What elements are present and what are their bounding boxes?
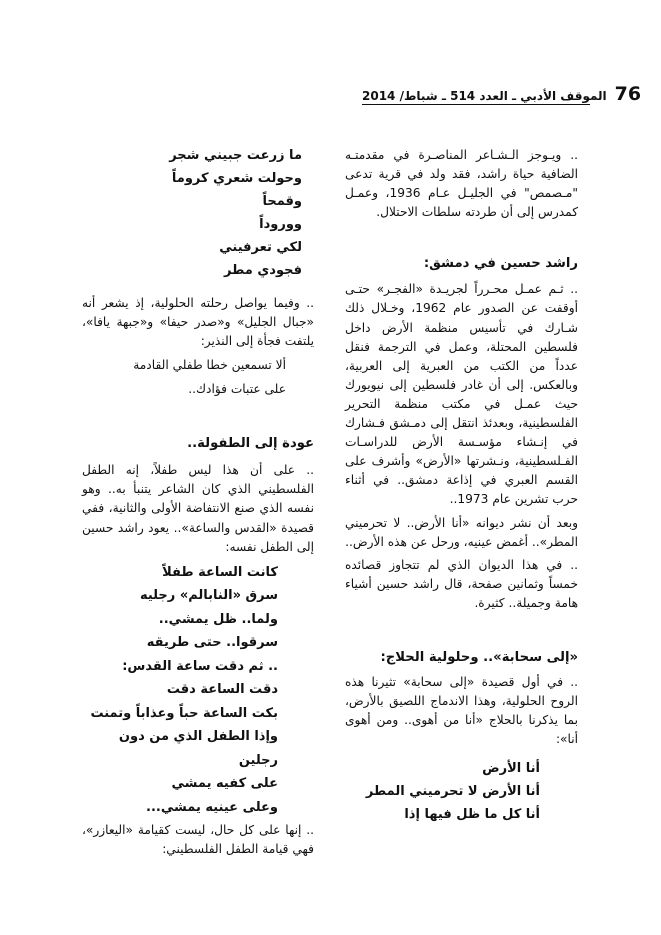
poem-line: كانت الساعة طفلاً — [162, 564, 278, 580]
poem-line: سرقوا.. حتى طريقه — [146, 635, 278, 651]
poem-line: سرق «النابالم» رجليه — [139, 588, 278, 604]
poem-line: لكي تعرفيني — [219, 240, 302, 255]
page-number: 76 — [614, 83, 642, 105]
header-divider — [362, 104, 590, 105]
poem-clock — [82, 561, 314, 820]
poem-line: ما زرعت جبيني شجر — [169, 148, 302, 163]
galilee-paragraph: .. وفيما يواصل رحلته الحلولية، إذ يشعر أنه «جبال الجليل» و«صدر حيفا» و«جبهة يافا»، يلتفت فجأة إلى النذير: — [82, 296, 314, 349]
cloud-paragraph: .. في أول قصيدة «إلى سحابة» تثيرنا هذه الروح الحلولية، وهذا الاندماج اللصيق بالأرض، بما يذكرنا بالحلاج «أنا من أهوى.. ومن أهوى أنا»: — [345, 674, 578, 747]
poem-line: على كفيه يمشي — [171, 776, 278, 792]
poem-line: أنا الأرض لا تحرميني المطر — [365, 784, 540, 800]
childhood-paragraph: .. على أن هذا ليس طفلاً، إنه الطفل الفلسطيني الذي كان الشاعر يتنبأ به.. وهو نفسه الذي صنع الانتفاضة الأولى والثانية، ففي قصيدة «القدس والساعة».. يعود راشد حسين إلى الطفل نفسه: — [82, 463, 314, 554]
poem-rain — [82, 144, 314, 282]
poem-line: دقت الساعة دقت — [166, 682, 278, 698]
closing-paragraph: .. إنها على كل حال، ليست كقيامة «اليعازر»، فهي قيامة الطفل الفلسطيني: — [82, 823, 314, 857]
heading-cloud: «إلى سحابة».. وحلولية الحلاج: — [380, 649, 578, 665]
poem-line: أنا كل ما ظل فيها إذا — [404, 807, 540, 823]
poem-earth — [345, 757, 578, 826]
journal-issue-info: الموقف الأدبي ـ العدد 514 ـ شباط/ 2014 — [362, 89, 607, 103]
heading-childhood: عودة إلى الطفولة.. — [187, 436, 314, 452]
poem-line: على عتبات فؤادك.. — [188, 382, 286, 397]
collection-paragraph: .. في هذا الديوان الذي لم تتجاوز قصائده خمساً وثمانين صفحة، قال راشد حسين أشياء هامة وجميلة.. كثيرة. — [345, 557, 578, 610]
poem-line: وإذا الطفل الذي من دون رجلين — [118, 729, 278, 768]
poem-line: أنا الأرض — [482, 761, 540, 777]
left-column — [82, 144, 314, 859]
poem-line: بكت الساعة حباً وعذاباً وتمنت — [90, 705, 278, 721]
poem-line: وعلى عينيه يمشي... — [146, 799, 278, 815]
poem-line: وحولت شعري كروماً — [171, 171, 302, 186]
poem-line: وقمحاً — [262, 194, 302, 209]
poem-line: ألا تسمعين خطا طفلي القادمة — [133, 358, 286, 373]
poem-line: ووروداً — [259, 217, 302, 232]
heading-damascus: راشد حسين في دمشق: — [423, 256, 578, 272]
right-column — [345, 146, 578, 826]
damascus-paragraph: .. ثـم عمـل محـرراً لجريـدة «الفجـر» حتـى أوقفت عن الصدور عام 1962، وخـلال ذلك شـارك في تأسيس منظمة الأرض داخل فلسطين المحتلة، وعمل في الترجمة فنقل عدداً من الكتب من العبرية إلى العربية، وبالعكس. إلى أن غادر فلسطين إلى نيويورك حيث عمـل في مكتب منظمة التحرير الفلسطينية، وبعدئذ انتقل إلى دمـشق فـشارك في إنـشاء مؤسـسة الأرض للدراسـات الفـلسطينية، ونـشرتها «الأرض» وأشرف على القسم العبري في إذاعة دمشق.. في أثناء حرب تشرين عام 1973.. — [345, 282, 578, 507]
page-header — [362, 83, 642, 105]
intro-paragraph: .. ويـوجز الـشـاعر المناصـرة في مقدمتـه الضافية حياة راشد، فقد ولد في قرية تدعى "مـصمص" في الجليـل عـام 1936، وعمـل كمدرس إلى أن طردته سلطات الاحتلال. — [345, 148, 579, 220]
diwan-paragraph: وبعد أن نشر ديوانه «أنا الأرض.. لا تحرميني المطر».. أغمض عينيه، ورحل عن هذه الأرض.. — [345, 515, 578, 549]
poem-line: .. ثم دقت ساعة القدس: — [122, 658, 278, 674]
poem-line: فجودي مطر — [224, 263, 302, 278]
poem-line: ولما.. ظل يمشي.. — [158, 611, 278, 627]
warning-lines — [82, 353, 314, 401]
